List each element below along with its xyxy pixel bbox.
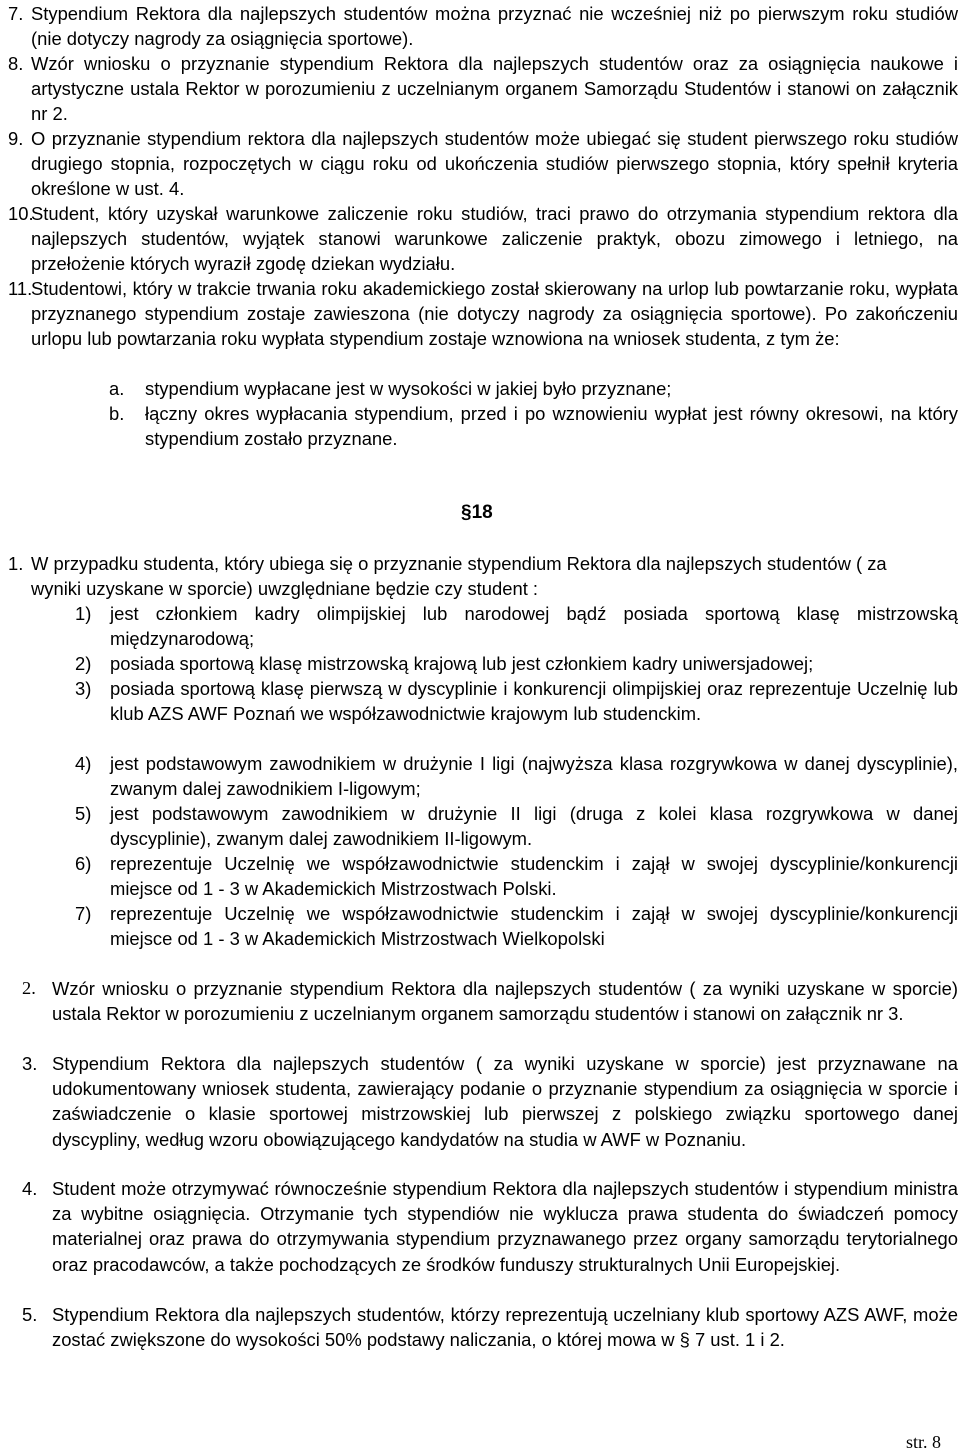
point-number: 6) [75, 853, 92, 874]
paragraph-heading: §18 [461, 502, 493, 523]
list-item: Student może otrzymywać równocześnie stypendium Rektora dla najlepszych studentów i stypendium ministra za wybitne osiągnięcia. Otrzymanie tych stypendiów nie wyklucza prawa studenta do świadczeń pomocy materialnej oraz prawa do otrzymywania stypendium przyznawanego przez organy samorządu terytorialnego oraz pracodawców, a także pochodzących ze środków funduszy strukturalnych Unii Europejskiej. [52, 1178, 958, 1275]
point-item: posiada sportową klasę pierwszą w dyscyplinie i konkurencji olimpijskiej oraz reprezentuje Uczelnię lub klub AZS AWF Poznań we współzawodnictwie krajowym lub studenckim. [110, 678, 958, 725]
item-number: 5. [22, 1304, 38, 1325]
point-item: reprezentuje Uczelnię we współzawodnictwie studenckim i zajął w swojej dyscyplinie/konkurencji miejsce od 1 - 3 w Akademickich Mistrzostwach Wielkopolski [110, 903, 958, 950]
list-item: Wzór wniosku o przyznanie stypendium Rektora dla najlepszych studentów ( za wyniki uzyskane w sporcie) ustala Rektor w porozumieniu z uczelnianym organem samorządu studentów i stanowi on załącznik nr 3. [52, 978, 958, 1025]
point-item: reprezentuje Uczelnię we współzawodnictwie studenckim i zajął w swojej dyscyplinie/konkurencji miejsce od 1 - 3 w Akademickich Mistrzostwach Polski. [110, 853, 958, 900]
point-number: 4) [75, 753, 92, 774]
point-item: jest członkiem kadry olimpijskiej lub narodowej bądź posiada sportową klasę mistrzowską międzynarodową; [110, 603, 958, 650]
item-number: 10. [8, 203, 34, 224]
item-number: 3. [22, 1053, 38, 1074]
list-item: W przypadku studenta, który ubiega się o przyznanie stypendium Rektora dla najlepszych studentów ( za wyniki uzyskane w sporcie) uwzględniane będzie czy student : [31, 553, 887, 600]
point-item: jest podstawowym zawodnikiem w drużynie II ligi (druga z kolei klasa rozgrywkowa w danej dyscyplinie), zwanym dalej zawodnikiem II-ligowym. [110, 803, 958, 850]
list-item: Stypendium Rektora dla najlepszych studentów, którzy reprezentują uczelniany klub sportowy AZS AWF, może zostać zwiększone do wysokości 50% podstawy naliczania, o której mowa w § 7 ust. 1 i 2. [52, 1304, 958, 1351]
point-number: 7) [75, 903, 92, 924]
item-number: 9. [8, 128, 24, 149]
point-number: 2) [75, 653, 92, 674]
subitem-letter: a. [109, 378, 125, 399]
point-number: 1) [75, 603, 92, 624]
item-number: 2. [22, 978, 36, 998]
item-number: 1. [8, 553, 24, 574]
item-number: 4. [22, 1178, 38, 1199]
point-number: 3) [75, 678, 92, 699]
list-item: Stypendium Rektora dla najlepszych studentów można przyznać nie wcześniej niż po pierwszym roku studiów (nie dotyczy nagrody za osiągnięcia sportowe). [31, 3, 958, 50]
item-number: 8. [8, 53, 24, 74]
item-number: 11. [8, 278, 33, 299]
list-item: O przyznanie stypendium rektora dla najlepszych studentów może ubiegać się student pierwszego roku studiów drugiego stopnia, rozpoczętych w ciągu roku od ukończenia studiów pierwszego stopnia, który spełnił kryteria określone w ust. 4. [31, 128, 958, 200]
sub-list-item: stypendium wypłacane jest w wysokości w jakiej było przyznane; [145, 378, 672, 399]
list-item: Wzór wniosku o przyznanie stypendium Rektora dla najlepszych studentów oraz za osiągnięcia naukowe i artystyczne ustala Rektor w porozumieniu z uczelnianym organem Samorządu Studentów i stanowi on załącznik nr 2. [31, 53, 958, 125]
list-item: Stypendium Rektora dla najlepszych studentów ( za wyniki uzyskane w sporcie) jest przyznawane na udokumentowany wniosek studenta, zawierający podanie o przyznanie stypendium za osiągnięcia w sporcie i zaświadczenie o klasie sportowej mistrzowskiej lub pierwszej z polskiego związku sportowego danej dyscypliny, według wzoru obowiązującego kandydatów na studia w AWF w Poznaniu. [52, 1053, 958, 1150]
point-item: posiada sportową klasę mistrzowską krajową lub jest członkiem kadry uniwersjadowej; [110, 653, 814, 674]
sub-list-item: łączny okres wypłacania stypendium, przed i po wznowieniu wypłat jest równy okresowi, na który stypendium zostało przyznane. [145, 403, 958, 450]
page-number: str. 8 [906, 1432, 942, 1452]
point-item: jest podstawowym zawodnikiem w drużynie I ligi (najwyższa klasa rozgrywkowa w danej dyscyplinie), zwanym dalej zawodnikiem I-ligowym; [110, 753, 958, 800]
list-item: Studentowi, który w trakcie trwania roku akademickiego został skierowany na urlop lub powtarzanie roku, wypłata przyznanego stypendium zostaje zawieszona (nie dotyczy nagrody za osiągnięcia sportowe). Po zakończeniu urlopu lub powtarzania roku wypłata stypendium zostaje wznowiona na wniosek studenta, z tym że: [31, 278, 958, 350]
subitem-letter: b. [109, 403, 125, 424]
point-number: 5) [75, 803, 92, 824]
list-item: Student, który uzyskał warunkowe zaliczenie roku studiów, traci prawo do otrzymania stypendium rektora dla najlepszych studentów, wyjątek stanowi warunkowe zaliczenie praktyk, obozu zimowego i letniego, na przełożenie których wyraził zgodę dziekan wydziału. [31, 203, 958, 275]
item-number: 7. [8, 3, 24, 24]
